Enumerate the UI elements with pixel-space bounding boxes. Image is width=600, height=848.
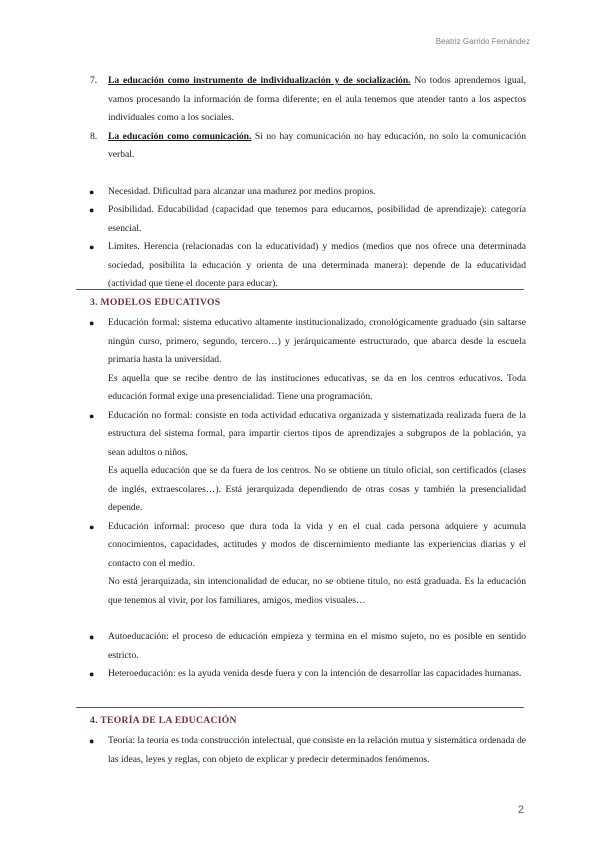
bullet-text: Educación formal: sistema educativo altamente institucionalizado, cronológicamente graduado (sin saltarse ningún curso, primero, segundo, tercero…) y jerárquicamente estructurado, que abarca desde la escuela primaria hasta la universidad. [108, 317, 526, 365]
bullet-icon: ● [89, 736, 95, 746]
document-body [90, 72, 526, 294]
bullet-extra: No está jerarquizada, sin intencionalidad de educar, no se obtiene título, no está graduada. Es la educación que tenemos al vivir, por los familiares, amigos, medios visuales… [108, 576, 526, 606]
page-header-author: Beatriz Garrido Fernández [435, 37, 530, 46]
item-title: La educación como comunicación. [108, 130, 252, 142]
bullet-text: Educación no formal: consiste en toda actividad educativa organizada y sistematizada realizada fuera de la estructura del sistema formal, para impartir ciertos tipos de aprendizajes a subgrupos de la población, ya sean adultos o niños. [108, 409, 526, 458]
bullet-text: Educación informal: proceso que dura toda la vida y en el cual cada persona adquiere y acumula conocimientos, capacidades, actitudes y modos de discernimiento mediante las experiencias diarias y el contacto con el medio. [108, 520, 526, 569]
bullet-text: Autoeducación: el proceso de educación empieza y termina en el mismo sujeto, no es posible en sentido estricto. [108, 631, 526, 661]
bullet-educacion-no-formal [90, 407, 526, 463]
bullet-icon: ● [89, 410, 95, 421]
bullet-text: Posibilidad. Educabilidad (capacidad que tenemos para educarnos, posibilidad de aprendizaje): categoría esencial. [108, 204, 526, 234]
bullet-extra: Es aquella que se recibe dentro de las instituciones educativas, se da en los centros educativos. Toda educación formal exige una presencialidad. Tiene una programación. [108, 372, 526, 402]
bullet-text: Necesidad. Dificultad para alcanzar una madurez por medios propios. [108, 185, 376, 197]
bullet-limites [90, 238, 526, 294]
bullet-icon: ● [89, 669, 95, 679]
list-marker: 8. [90, 130, 98, 142]
numbered-item-7 [90, 72, 526, 128]
bullet-educacion-formal [90, 314, 526, 370]
section3-body [90, 314, 526, 684]
section-divider [76, 289, 524, 290]
item-text: Si no hay comunicación no hay educación, no solo la comunicación verbal. [108, 130, 526, 160]
bullet-icon: ● [89, 242, 95, 252]
item-text: No todos aprendemos igual, vamos procesando la información de forma diferente; en el aula tenemos que atender tanto a los aspectos individuales como a los sociales. [108, 75, 526, 123]
bullet-text: Límites. Herencia (relacionadas con la educatividad) y medios (medios que nos ofrece una determinada sociedad, posibilita la educación y orienta de una determinada manera): depende de la educatividad (actividad que tiene el docente para educar). [108, 241, 526, 289]
section-divider [76, 707, 524, 708]
bullet-teoria [90, 732, 526, 769]
spacer [90, 165, 526, 183]
bullet-icon: ● [89, 318, 95, 328]
bullet-autoeducacion [90, 628, 526, 665]
list-marker: 7. [90, 75, 98, 86]
page-number: 2 [517, 804, 524, 816]
bullet-text: Heteroeducación: es la ayuda venida desde fuera y con la intención de desarrollar las capacidades humanas. [108, 668, 522, 679]
numbered-item-8 [90, 128, 526, 165]
bullet-text: Teoría: la teoría es toda construcción intelectual, que consiste en la relación mutua y sistemática ordenada de las ideas, leyes y reglas, con objeto de explicar y predecir determinados fenómenos. [108, 735, 526, 765]
section-title-teoria: 4. TEORÍA DE LA EDUCACIÓN [90, 715, 237, 726]
bullet-icon: ● [89, 186, 95, 197]
bullet-posibilidad [90, 201, 526, 238]
bullet-heteroeducacion [90, 665, 526, 684]
spacer [90, 610, 526, 628]
bullet-icon: ● [89, 205, 95, 215]
section4-body [90, 732, 526, 769]
bullet-icon: ● [89, 521, 95, 532]
section-title-modelos: 3. MODELOS EDUCATIVOS [90, 297, 221, 308]
bullet-icon: ● [89, 632, 95, 642]
bullet-necesidad [90, 183, 526, 202]
bullet-extra: Es aquella educación que se da fuera de los centros. No se obtiene un título oficial, son certificados (clases de inglés, extraescolares…). Está jerarquizada dependiendo de otras cosas y también la presencialidad depende. [108, 465, 526, 513]
item-title: La educación como instrumento de individualización y de socialización. [108, 75, 411, 86]
bullet-educacion-informal [90, 518, 526, 574]
